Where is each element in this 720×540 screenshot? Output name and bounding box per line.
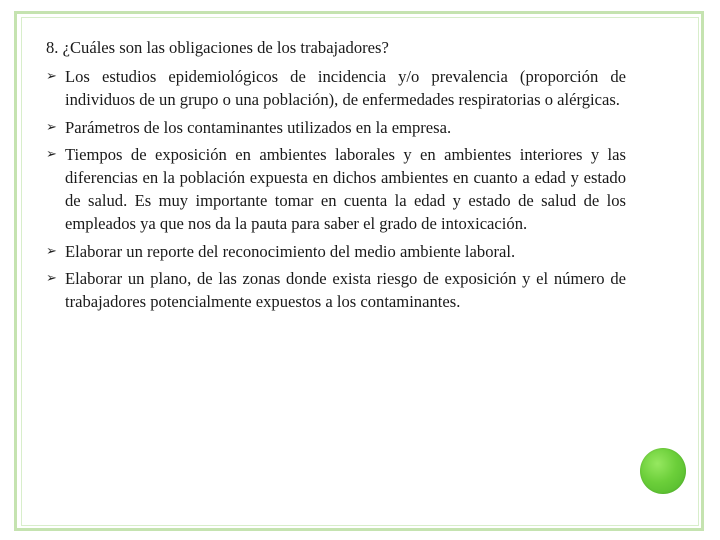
arrow-bullet-icon: ➢ [46,270,57,286]
arrow-bullet-icon: ➢ [46,243,57,259]
green-circle-decoration [640,448,686,494]
list-item-text: Los estudios epidemiológicos de incidencia y/o prevalencia (proporción de individuos de un grupo o una población), de enfermedades respiratorias o alérgicas. [65,67,626,110]
list-item-text: Elaborar un plano, de las zonas donde exista riesgo de exposición y el número de trabajadores potencialmente expuestos a los contaminantes. [65,268,626,312]
list-item [46,240,626,263]
bullet-list [46,65,626,313]
list-item [46,267,626,313]
list-item [46,116,626,139]
list-item-text: Tiempos de exposición en ambientes laborales y en ambientes interiores y las diferencias en la población expuesta en dichos ambientes en cuanto a edad y estado de salud. Es muy importante tomar en cuenta la edad y estado de salud de los empleados ya que nos da la pauta para saber el grado de intoxicación. [65,144,626,234]
arrow-bullet-icon: ➢ [46,69,57,85]
slide-question: 8. ¿Cuáles son las obligaciones de los trabajadores? [46,38,389,57]
slide-content [46,36,626,317]
arrow-bullet-icon: ➢ [46,146,57,162]
list-item [46,65,626,111]
arrow-bullet-icon: ➢ [46,119,57,135]
list-item-text: Elaborar un reporte del reconocimiento del medio ambiente laboral. [65,241,516,261]
list-item-text: Parámetros de los contaminantes utilizados en la empresa. [65,117,452,137]
list-item [46,143,626,236]
